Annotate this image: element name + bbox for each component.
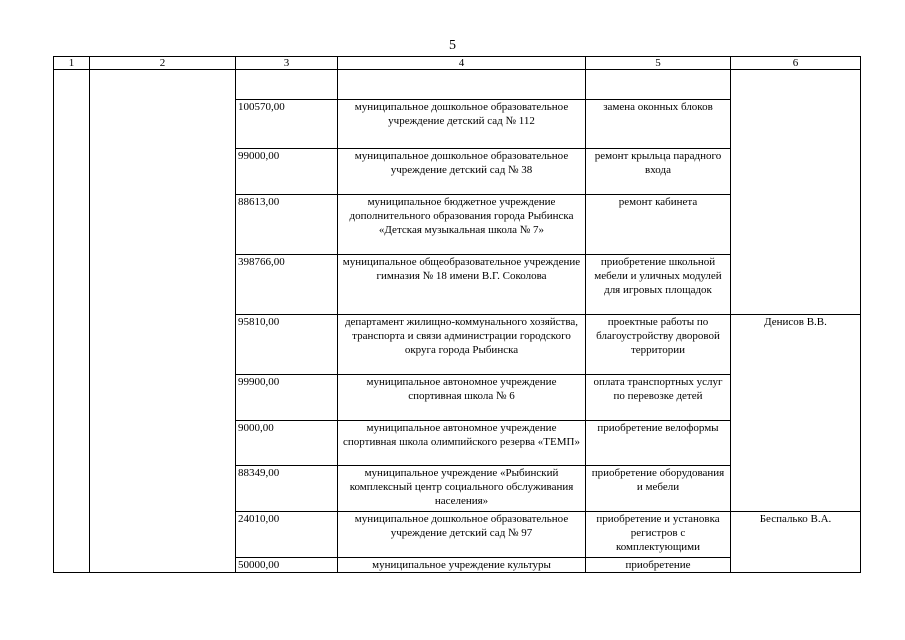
- amount-cell: 95810,00: [236, 315, 338, 375]
- amount-cell: 24010,00: [236, 512, 338, 558]
- purpose-cell: ремонт крыльца парадного входа: [586, 149, 731, 195]
- amount-cell: 99900,00: [236, 375, 338, 421]
- organization-cell: муниципальное учреждение «Рыбинский комплексный центр социального обслуживания населения»: [338, 466, 586, 512]
- deputy-cell: [731, 70, 861, 315]
- organization-cell: муниципальное общеобразовательное учреждение гимназия № 18 имени В.Г. Соколова: [338, 255, 586, 315]
- purpose-cell: приобретение и установка регистров с комплектующими: [586, 512, 731, 558]
- purpose-cell: приобретение велоформы: [586, 421, 731, 466]
- constituency-cell: [90, 70, 236, 573]
- purpose-cell: приобретение: [586, 558, 731, 573]
- organization-cell: муниципальное автономное учреждение спортивная школа олимпийского резерва «ТЕМП»: [338, 421, 586, 466]
- purpose-cell: замена оконных блоков: [586, 100, 731, 149]
- column-header: 4: [338, 57, 586, 70]
- purpose-cell: ремонт кабинета: [586, 195, 731, 255]
- organization-cell: муниципальное дошкольное образовательное учреждение детский сад № 112: [338, 100, 586, 149]
- column-header: 2: [90, 57, 236, 70]
- amount-cell: 99000,00: [236, 149, 338, 195]
- purpose-cell: оплата транспортных услуг по перевозке детей: [586, 375, 731, 421]
- amount-cell: 100570,00: [236, 100, 338, 149]
- purpose-cell: приобретение школьной мебели и уличных модулей для игровых площадок: [586, 255, 731, 315]
- organization-cell: муниципальное дошкольное образовательное учреждение детский сад № 97: [338, 512, 586, 558]
- organization-cell: департамент жилищно-коммунального хозяйства, транспорта и связи администрации городского округа города Рыбинска: [338, 315, 586, 375]
- amount-cell: 398766,00: [236, 255, 338, 315]
- table-row: [54, 70, 861, 100]
- page-number: 5: [449, 38, 456, 53]
- row-number-cell: [54, 70, 90, 573]
- amount-cell: 88613,00: [236, 195, 338, 255]
- organization-cell: [338, 70, 586, 100]
- organization-cell: муниципальное учреждение культуры: [338, 558, 586, 573]
- column-header: 1: [54, 57, 90, 70]
- column-header: 5: [586, 57, 731, 70]
- column-header: 3: [236, 57, 338, 70]
- organization-cell: муниципальное дошкольное образовательное учреждение детский сад № 38: [338, 149, 586, 195]
- distribution-table: [53, 56, 861, 573]
- purpose-cell: приобретение оборудования и мебели: [586, 466, 731, 512]
- deputy-cell: Беспалько В.А.: [731, 512, 861, 573]
- purpose-cell: [586, 70, 731, 100]
- organization-cell: муниципальное бюджетное учреждение дополнительного образования города Рыбинска «Детская музыкальная школа № 7»: [338, 195, 586, 255]
- amount-cell: 9000,00: [236, 421, 338, 466]
- amount-cell: 50000,00: [236, 558, 338, 573]
- amount-cell: 88349,00: [236, 466, 338, 512]
- column-number-row: [54, 57, 861, 70]
- deputy-cell: Денисов В.В.: [731, 315, 861, 512]
- purpose-cell: проектные работы по благоустройству дворовой территории: [586, 315, 731, 375]
- organization-cell: муниципальное автономное учреждение спортивная школа № 6: [338, 375, 586, 421]
- amount-cell: [236, 70, 338, 100]
- column-header: 6: [731, 57, 861, 70]
